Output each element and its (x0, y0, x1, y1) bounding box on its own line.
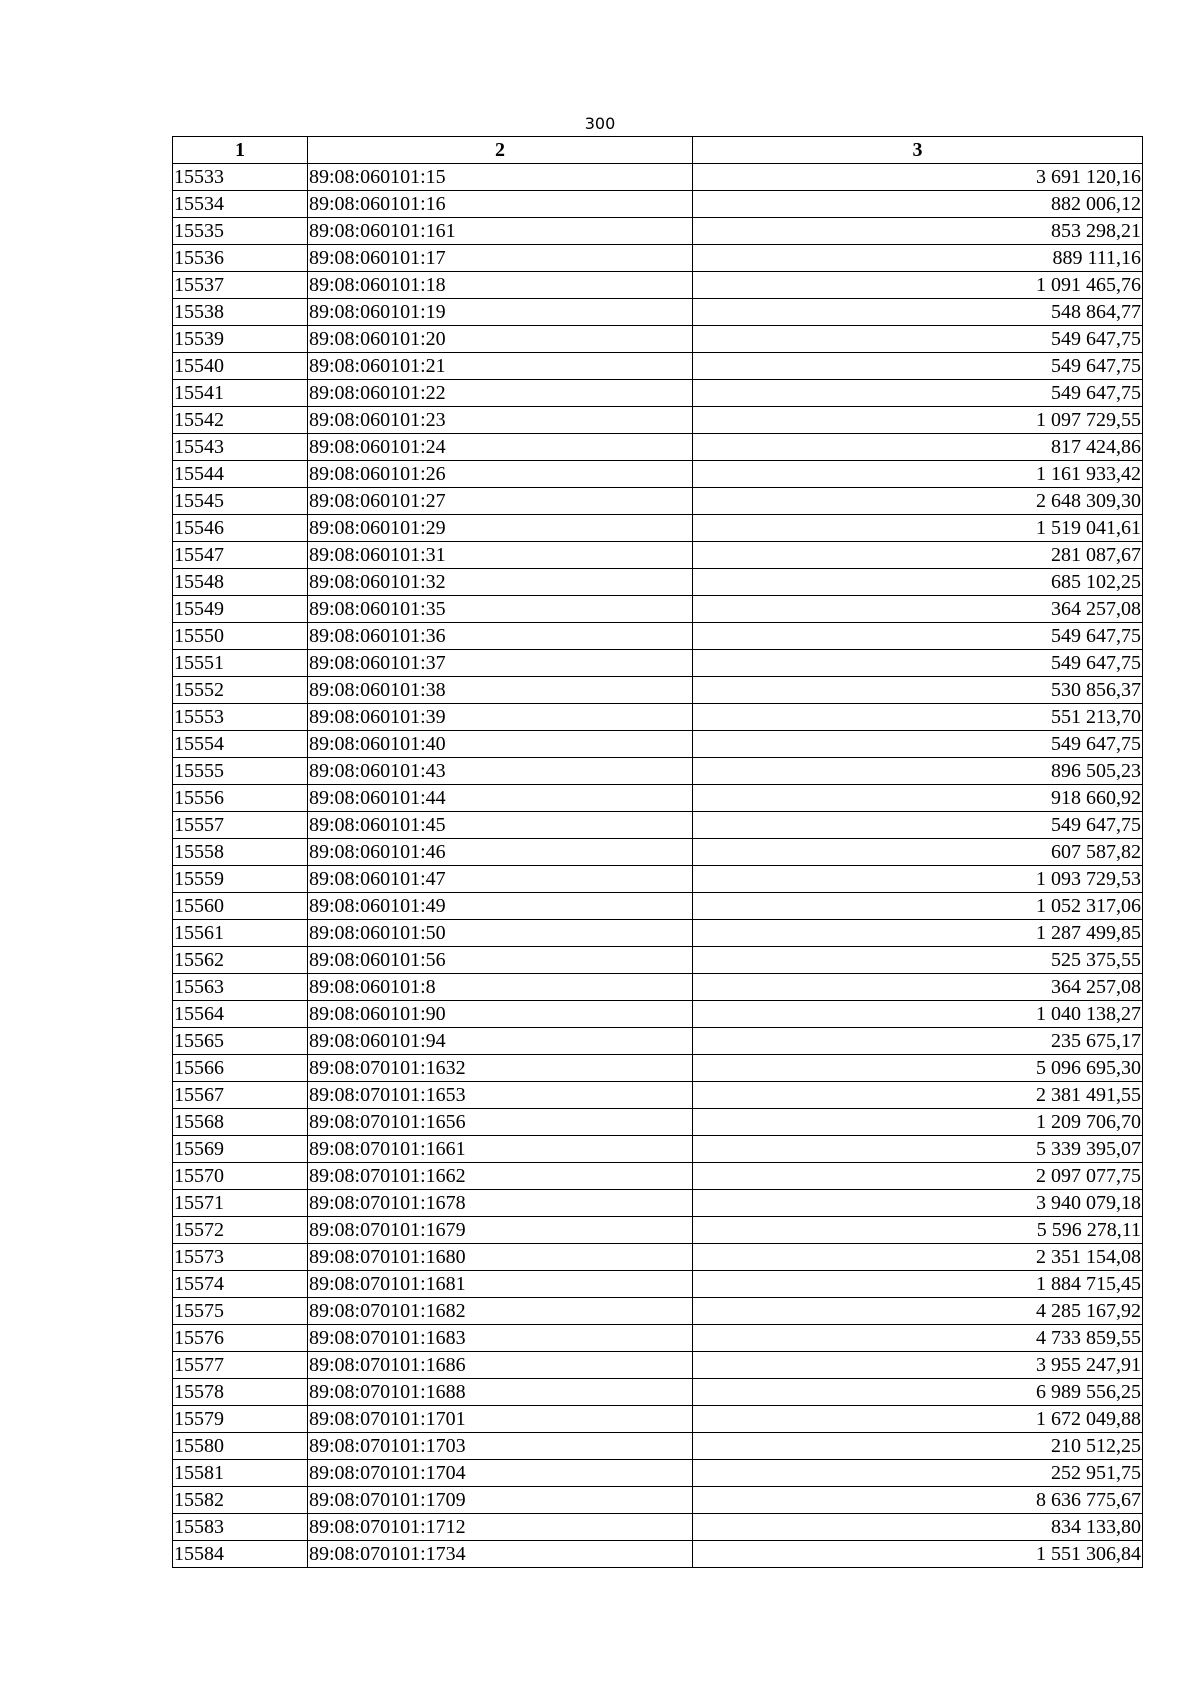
row-number-cell: 15555 (173, 758, 308, 785)
row-number-cell: 15549 (173, 596, 308, 623)
value-cell: 364 257,08 (693, 974, 1143, 1001)
cadastral-number-cell: 89:08:060101:38 (308, 677, 693, 704)
value-cell: 549 647,75 (693, 812, 1143, 839)
cadastral-number-cell: 89:08:070101:1653 (308, 1082, 693, 1109)
row-number-cell: 15580 (173, 1433, 308, 1460)
row-number-cell: 15544 (173, 461, 308, 488)
value-cell: 5 096 695,30 (693, 1055, 1143, 1082)
value-cell: 551 213,70 (693, 704, 1143, 731)
row-number-cell: 15547 (173, 542, 308, 569)
value-cell: 3 691 120,16 (693, 164, 1143, 191)
table-row (173, 488, 1143, 515)
table-row (173, 839, 1143, 866)
table-row (173, 191, 1143, 218)
cadastral-number-cell: 89:08:060101:31 (308, 542, 693, 569)
table-row (173, 1352, 1143, 1379)
cadastral-number-cell: 89:08:070101:1678 (308, 1190, 693, 1217)
table-row (173, 1406, 1143, 1433)
row-number-cell: 15562 (173, 947, 308, 974)
cadastral-number-cell: 89:08:060101:21 (308, 353, 693, 380)
table-row (173, 866, 1143, 893)
row-number-cell: 15569 (173, 1136, 308, 1163)
row-number-cell: 15584 (173, 1541, 308, 1568)
value-cell: 1 052 317,06 (693, 893, 1143, 920)
cadastral-number-cell: 89:08:060101:50 (308, 920, 693, 947)
table-row (173, 893, 1143, 920)
cadastral-number-cell: 89:08:070101:1661 (308, 1136, 693, 1163)
row-number-cell: 15577 (173, 1352, 308, 1379)
row-number-cell: 15582 (173, 1487, 308, 1514)
value-cell: 1 672 049,88 (693, 1406, 1143, 1433)
row-number-cell: 15578 (173, 1379, 308, 1406)
table-row (173, 1298, 1143, 1325)
value-cell: 3 940 079,18 (693, 1190, 1143, 1217)
row-number-cell: 15560 (173, 893, 308, 920)
value-cell: 2 648 309,30 (693, 488, 1143, 515)
table-row (173, 407, 1143, 434)
column-header-3: 3 (693, 137, 1143, 164)
table-row (173, 677, 1143, 704)
table-row (173, 1055, 1143, 1082)
value-cell: 4 285 167,92 (693, 1298, 1143, 1325)
cadastral-number-cell: 89:08:060101:22 (308, 380, 693, 407)
cadastral-number-cell: 89:08:060101:15 (308, 164, 693, 191)
value-cell: 549 647,75 (693, 326, 1143, 353)
table-row (173, 1028, 1143, 1055)
table-row (173, 272, 1143, 299)
cadastral-number-cell: 89:08:060101:43 (308, 758, 693, 785)
cadastral-number-cell: 89:08:070101:1679 (308, 1217, 693, 1244)
value-cell: 1 287 499,85 (693, 920, 1143, 947)
cadastral-number-cell: 89:08:060101:24 (308, 434, 693, 461)
row-number-cell: 15554 (173, 731, 308, 758)
table-row (173, 218, 1143, 245)
cadastral-number-cell: 89:08:060101:20 (308, 326, 693, 353)
table-row (173, 1541, 1143, 1568)
row-number-cell: 15535 (173, 218, 308, 245)
table-row (173, 1325, 1143, 1352)
table-row (173, 164, 1143, 191)
row-number-cell: 15561 (173, 920, 308, 947)
table-row (173, 1001, 1143, 1028)
row-number-cell: 15571 (173, 1190, 308, 1217)
table-row (173, 1190, 1143, 1217)
table-row (173, 1514, 1143, 1541)
cadastral-number-cell: 89:08:060101:17 (308, 245, 693, 272)
value-cell: 6 989 556,25 (693, 1379, 1143, 1406)
table-row (173, 434, 1143, 461)
row-number-cell: 15566 (173, 1055, 308, 1082)
row-number-cell: 15536 (173, 245, 308, 272)
value-cell: 364 257,08 (693, 596, 1143, 623)
cadastral-number-cell: 89:08:060101:94 (308, 1028, 693, 1055)
table-row (173, 1136, 1143, 1163)
table-row (173, 812, 1143, 839)
row-number-cell: 15540 (173, 353, 308, 380)
row-number-cell: 15545 (173, 488, 308, 515)
cadastral-number-cell: 89:08:070101:1682 (308, 1298, 693, 1325)
row-number-cell: 15551 (173, 650, 308, 677)
row-number-cell: 15565 (173, 1028, 308, 1055)
row-number-cell: 15579 (173, 1406, 308, 1433)
row-number-cell: 15556 (173, 785, 308, 812)
cadastral-number-cell: 89:08:060101:44 (308, 785, 693, 812)
value-cell: 1 091 465,76 (693, 272, 1143, 299)
table-row (173, 245, 1143, 272)
value-cell: 252 951,75 (693, 1460, 1143, 1487)
table-row (173, 1271, 1143, 1298)
table-row (173, 299, 1143, 326)
cadastral-number-cell: 89:08:070101:1686 (308, 1352, 693, 1379)
cadastral-number-cell: 89:08:060101:40 (308, 731, 693, 758)
value-cell: 918 660,92 (693, 785, 1143, 812)
row-number-cell: 15572 (173, 1217, 308, 1244)
header-row (173, 137, 1143, 164)
cadastral-number-cell: 89:08:070101:1632 (308, 1055, 693, 1082)
row-number-cell: 15570 (173, 1163, 308, 1190)
table-row (173, 569, 1143, 596)
value-cell: 235 675,17 (693, 1028, 1143, 1055)
value-cell: 896 505,23 (693, 758, 1143, 785)
row-number-cell: 15558 (173, 839, 308, 866)
table-row (173, 1109, 1143, 1136)
cadastral-number-cell: 89:08:060101:49 (308, 893, 693, 920)
value-cell: 2 351 154,08 (693, 1244, 1143, 1271)
cadastral-number-cell: 89:08:060101:27 (308, 488, 693, 515)
value-cell: 1 093 729,53 (693, 866, 1143, 893)
cadastral-number-cell: 89:08:070101:1734 (308, 1541, 693, 1568)
row-number-cell: 15552 (173, 677, 308, 704)
cadastral-number-cell: 89:08:070101:1703 (308, 1433, 693, 1460)
table-row (173, 1379, 1143, 1406)
row-number-cell: 15542 (173, 407, 308, 434)
cadastral-number-cell: 89:08:060101:8 (308, 974, 693, 1001)
cadastral-number-cell: 89:08:060101:36 (308, 623, 693, 650)
table-row (173, 380, 1143, 407)
table-row (173, 1487, 1143, 1514)
cadastral-number-cell: 89:08:060101:39 (308, 704, 693, 731)
cadastral-value-table (172, 136, 1143, 1568)
table-row (173, 1082, 1143, 1109)
value-cell: 1 884 715,45 (693, 1271, 1143, 1298)
cadastral-number-cell: 89:08:060101:56 (308, 947, 693, 974)
row-number-cell: 15576 (173, 1325, 308, 1352)
row-number-cell: 15550 (173, 623, 308, 650)
value-cell: 834 133,80 (693, 1514, 1143, 1541)
table-row (173, 1163, 1143, 1190)
value-cell: 1 161 933,42 (693, 461, 1143, 488)
cadastral-number-cell: 89:08:070101:1709 (308, 1487, 693, 1514)
value-cell: 1 097 729,55 (693, 407, 1143, 434)
table-row (173, 326, 1143, 353)
cadastral-number-cell: 89:08:060101:46 (308, 839, 693, 866)
cadastral-number-cell: 89:08:070101:1712 (308, 1514, 693, 1541)
table-row (173, 596, 1143, 623)
row-number-cell: 15563 (173, 974, 308, 1001)
value-cell: 607 587,82 (693, 839, 1143, 866)
cadastral-number-cell: 89:08:060101:35 (308, 596, 693, 623)
value-cell: 2 381 491,55 (693, 1082, 1143, 1109)
row-number-cell: 15583 (173, 1514, 308, 1541)
row-number-cell: 15564 (173, 1001, 308, 1028)
cadastral-number-cell: 89:08:060101:16 (308, 191, 693, 218)
row-number-cell: 15557 (173, 812, 308, 839)
table-row (173, 731, 1143, 758)
value-cell: 1 040 138,27 (693, 1001, 1143, 1028)
cadastral-number-cell: 89:08:060101:18 (308, 272, 693, 299)
value-cell: 3 955 247,91 (693, 1352, 1143, 1379)
value-cell: 549 647,75 (693, 623, 1143, 650)
row-number-cell: 15534 (173, 191, 308, 218)
value-cell: 853 298,21 (693, 218, 1143, 245)
table-row (173, 1244, 1143, 1271)
table-row (173, 785, 1143, 812)
table-row (173, 1217, 1143, 1244)
cadastral-number-cell: 89:08:070101:1681 (308, 1271, 693, 1298)
cadastral-number-cell: 89:08:070101:1662 (308, 1163, 693, 1190)
cadastral-number-cell: 89:08:060101:26 (308, 461, 693, 488)
table-row (173, 947, 1143, 974)
row-number-cell: 15538 (173, 299, 308, 326)
table-row (173, 758, 1143, 785)
value-cell: 548 864,77 (693, 299, 1143, 326)
value-cell: 4 733 859,55 (693, 1325, 1143, 1352)
value-cell: 882 006,12 (693, 191, 1143, 218)
cadastral-number-cell: 89:08:070101:1656 (308, 1109, 693, 1136)
cadastral-number-cell: 89:08:060101:90 (308, 1001, 693, 1028)
table-row (173, 650, 1143, 677)
row-number-cell: 15537 (173, 272, 308, 299)
value-cell: 5 339 395,07 (693, 1136, 1143, 1163)
value-cell: 549 647,75 (693, 650, 1143, 677)
value-cell: 1 551 306,84 (693, 1541, 1143, 1568)
cadastral-number-cell: 89:08:060101:37 (308, 650, 693, 677)
row-number-cell: 15539 (173, 326, 308, 353)
value-cell: 549 647,75 (693, 380, 1143, 407)
row-number-cell: 15553 (173, 704, 308, 731)
value-cell: 5 596 278,11 (693, 1217, 1143, 1244)
table-row (173, 461, 1143, 488)
row-number-cell: 15543 (173, 434, 308, 461)
row-number-cell: 15546 (173, 515, 308, 542)
cadastral-number-cell: 89:08:070101:1680 (308, 1244, 693, 1271)
value-cell: 2 097 077,75 (693, 1163, 1143, 1190)
value-cell: 281 087,67 (693, 542, 1143, 569)
row-number-cell: 15533 (173, 164, 308, 191)
row-number-cell: 15573 (173, 1244, 308, 1271)
value-cell: 549 647,75 (693, 353, 1143, 380)
table-header (173, 137, 1143, 164)
value-cell: 530 856,37 (693, 677, 1143, 704)
row-number-cell: 15574 (173, 1271, 308, 1298)
row-number-cell: 15575 (173, 1298, 308, 1325)
table-row (173, 920, 1143, 947)
value-cell: 1 209 706,70 (693, 1109, 1143, 1136)
table-row (173, 704, 1143, 731)
value-cell: 8 636 775,67 (693, 1487, 1143, 1514)
cadastral-number-cell: 89:08:070101:1683 (308, 1325, 693, 1352)
row-number-cell: 15548 (173, 569, 308, 596)
row-number-cell: 15581 (173, 1460, 308, 1487)
table-row (173, 623, 1143, 650)
table-row (173, 515, 1143, 542)
value-cell: 1 519 041,61 (693, 515, 1143, 542)
cadastral-number-cell: 89:08:070101:1704 (308, 1460, 693, 1487)
table-row (173, 1460, 1143, 1487)
value-cell: 889 111,16 (693, 245, 1143, 272)
column-header-2: 2 (308, 137, 693, 164)
table-row (173, 542, 1143, 569)
value-cell: 817 424,86 (693, 434, 1143, 461)
cadastral-number-cell: 89:08:060101:32 (308, 569, 693, 596)
cadastral-number-cell: 89:08:060101:19 (308, 299, 693, 326)
page-number: 300 (584, 114, 616, 133)
cadastral-number-cell: 89:08:060101:29 (308, 515, 693, 542)
cadastral-number-cell: 89:08:060101:23 (308, 407, 693, 434)
value-cell: 210 512,25 (693, 1433, 1143, 1460)
cadastral-number-cell: 89:08:060101:45 (308, 812, 693, 839)
value-cell: 685 102,25 (693, 569, 1143, 596)
value-cell: 525 375,55 (693, 947, 1143, 974)
row-number-cell: 15568 (173, 1109, 308, 1136)
row-number-cell: 15541 (173, 380, 308, 407)
column-header-1: 1 (173, 137, 308, 164)
cadastral-number-cell: 89:08:060101:161 (308, 218, 693, 245)
row-number-cell: 15567 (173, 1082, 308, 1109)
cadastral-number-cell: 89:08:070101:1701 (308, 1406, 693, 1433)
table-row (173, 1433, 1143, 1460)
cadastral-number-cell: 89:08:070101:1688 (308, 1379, 693, 1406)
value-cell: 549 647,75 (693, 731, 1143, 758)
row-number-cell: 15559 (173, 866, 308, 893)
table-row (173, 353, 1143, 380)
table-row (173, 974, 1143, 1001)
table-body (173, 164, 1143, 1568)
cadastral-number-cell: 89:08:060101:47 (308, 866, 693, 893)
